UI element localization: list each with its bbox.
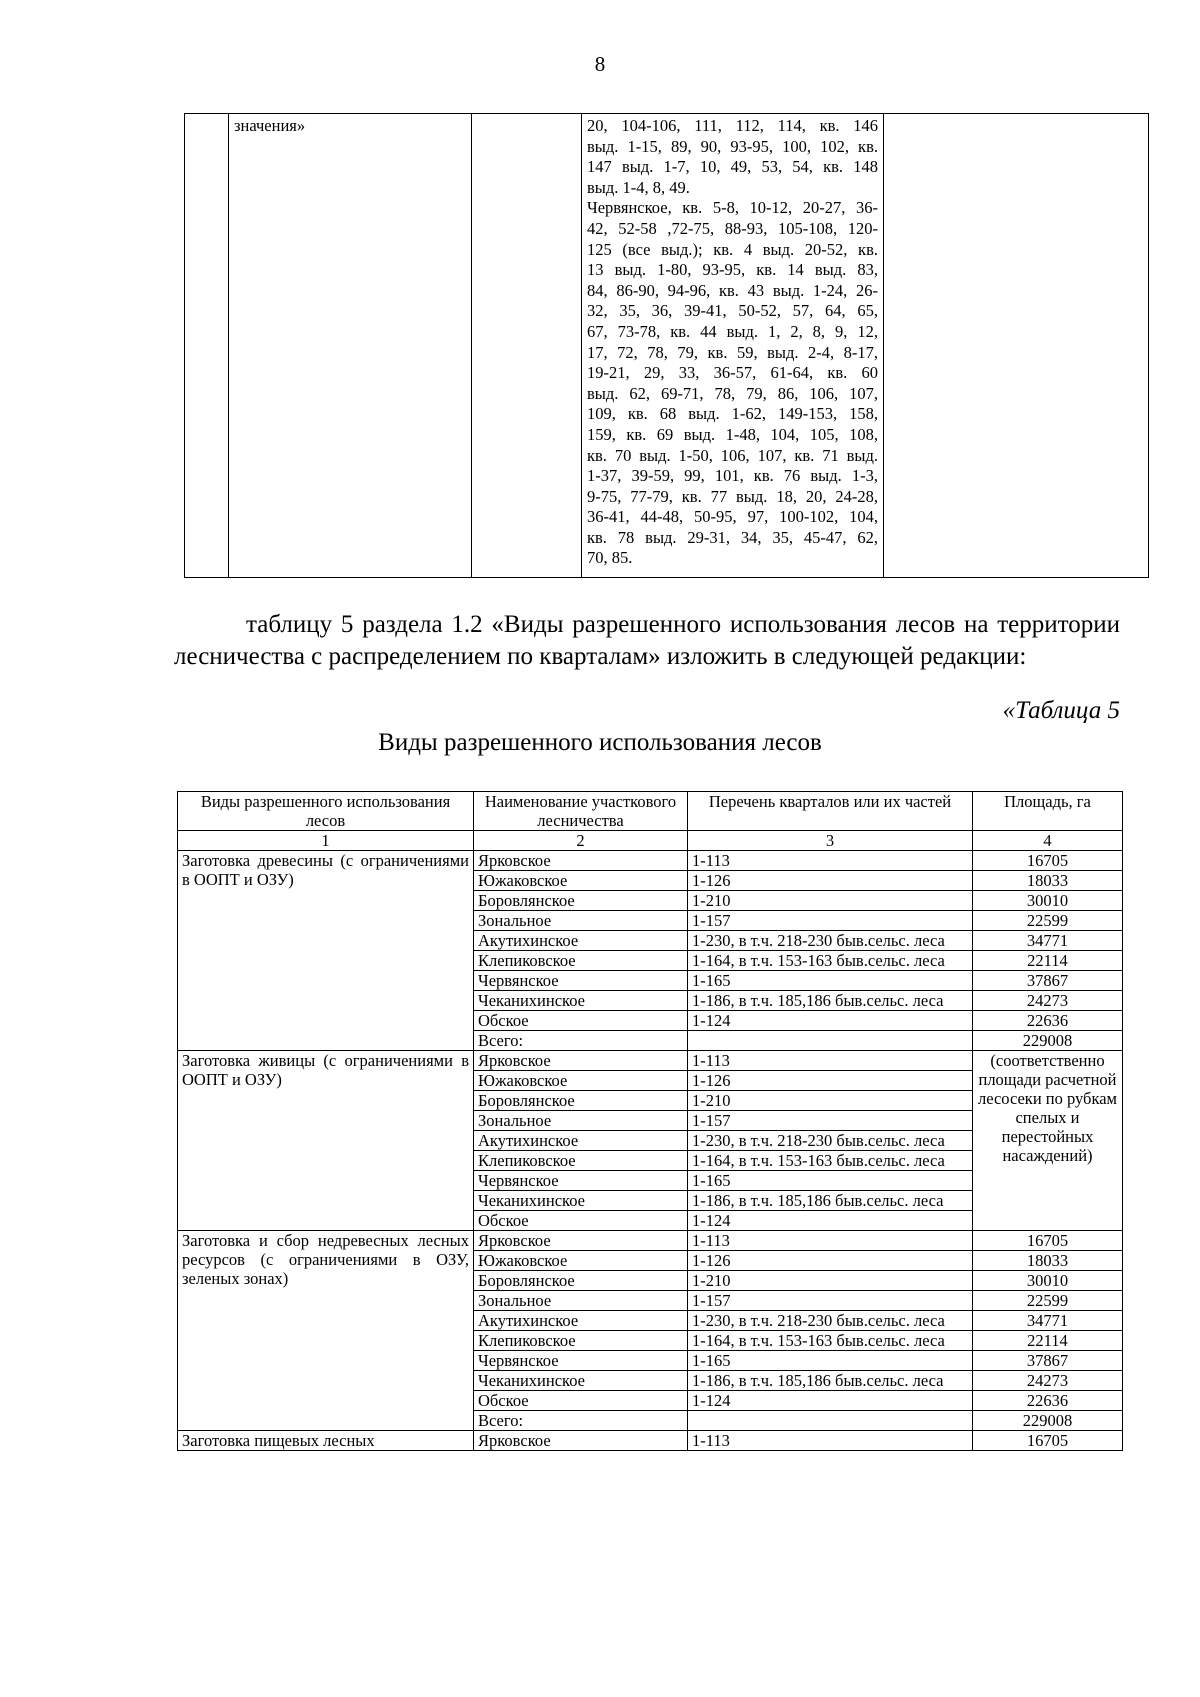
cont-quarters-line: 84, 86-90, 94-96, кв. 43 выд. 1-24, 26-: [587, 280, 878, 300]
area-cell: 22599: [973, 911, 1123, 931]
quarters-cell: 1-126: [688, 871, 973, 891]
area-cell: 18033: [973, 871, 1123, 891]
column-number-cell: 1: [178, 831, 474, 851]
area-cell: 16705: [973, 1231, 1123, 1251]
cont-cell-5: [884, 114, 1149, 578]
table-header-row: [178, 792, 1123, 831]
district-cell: Червянское: [474, 971, 688, 991]
district-cell: Всего:: [474, 1411, 688, 1431]
district-cell: Зональное: [474, 1291, 688, 1311]
area-cell: 16705: [973, 1431, 1123, 1451]
quarters-cell: 1-164, в т.ч. 153-163 быв.сельс. леса: [688, 951, 973, 971]
district-cell: Ярковское: [474, 1051, 688, 1071]
district-cell: Клепиковское: [474, 1151, 688, 1171]
quarters-cell: 1-157: [688, 1111, 973, 1131]
cont-quarters-line: 42, 52-58 ,72-75, 88-93, 105-108, 120-: [587, 218, 878, 238]
district-cell: Южаковское: [474, 1251, 688, 1271]
quarters-cell: 1-124: [688, 1391, 973, 1411]
district-cell: Обское: [474, 1391, 688, 1411]
quarters-cell: 1-165: [688, 971, 973, 991]
cont-quarters-line: 20, 104-106, 111, 112, 114, кв. 146: [587, 116, 878, 135]
area-cell: 30010: [973, 891, 1123, 911]
quarters-cell: 1-124: [688, 1011, 973, 1031]
cont-quarters-line: 1-37, 39-59, 99, 101, кв. 76 выд. 1-3,: [587, 466, 878, 486]
district-cell: Обское: [474, 1211, 688, 1231]
cont-quarters-line: 147 выд. 1-7, 10, 49, 53, 54, кв. 148: [587, 157, 878, 177]
table-row: [178, 1231, 1123, 1251]
cont-quarters-line: 13 выд. 1-80, 93-95, кв. 14 выд. 83,: [587, 260, 878, 280]
quarters-cell: 1-113: [688, 1231, 973, 1251]
quarters-cell: 1-113: [688, 1431, 973, 1451]
quarters-cell: 1-210: [688, 1091, 973, 1111]
district-cell: Зональное: [474, 1111, 688, 1131]
cont-quarters-line: 19-21, 29, 33, 36-57, 61-64, кв. 60: [587, 363, 878, 383]
header-cell: Виды разрешенного использования лесов: [178, 792, 474, 831]
quarters-cell: 1-126: [688, 1071, 973, 1091]
cont-quarters-line: 32, 35, 36, 39-41, 50-52, 57, 64, 65,: [587, 301, 878, 321]
cont-quarters-line: кв. 78 выд. 29-31, 34, 35, 45-47, 62,: [587, 527, 878, 547]
cont-quarters-line: 9-75, 77-79, кв. 77 выд. 18, 20, 24-28,: [587, 486, 878, 506]
district-cell: Акутихинское: [474, 1131, 688, 1151]
quarters-cell: 1-230, в т.ч. 218-230 быв.сельс. леса: [688, 931, 973, 951]
continuation-table: [184, 113, 1149, 578]
district-cell: Зональное: [474, 911, 688, 931]
area-cell: 22636: [973, 1391, 1123, 1411]
cont-quarters-line: 36-41, 44-48, 50-95, 97, 100-102, 104,: [587, 507, 878, 527]
area-cell: 16705: [973, 851, 1123, 871]
quarters-cell: 1-186, в т.ч. 185,186 быв.сельс. леса: [688, 1191, 973, 1211]
cont-quarters-line: 67, 73-78, кв. 44 выд. 1, 2, 8, 9, 12,: [587, 321, 878, 341]
quarters-cell: 1-186, в т.ч. 185,186 быв.сельс. леса: [688, 1371, 973, 1391]
quarters-cell: 1-186, в т.ч. 185,186 быв.сельс. леса: [688, 991, 973, 1011]
activity-cell: Заготовка пищевых лесных: [178, 1431, 474, 1451]
district-cell: Ярковское: [474, 1431, 688, 1451]
quarters-cell: 1-157: [688, 911, 973, 931]
quarters-cell: 1-124: [688, 1211, 973, 1231]
district-cell: Боровлянское: [474, 1271, 688, 1291]
area-cell: 34771: [973, 931, 1123, 951]
table-row: [178, 1431, 1123, 1451]
column-number-row: [178, 831, 1123, 851]
district-cell: Акутихинское: [474, 931, 688, 951]
activity-cell: Заготовка древесины (с ограничениями в ООПТ и ОЗУ): [178, 851, 474, 1051]
district-cell: Акутихинское: [474, 1311, 688, 1331]
cont-quarters-line: выд. 1-4, 8, 49.: [587, 177, 690, 197]
header-cell: Наименование участкового лесничества: [474, 792, 688, 831]
column-number-cell: 4: [973, 831, 1123, 851]
district-cell: Боровлянское: [474, 891, 688, 911]
quarters-cell: 1-165: [688, 1171, 973, 1191]
district-cell: Боровлянское: [474, 1091, 688, 1111]
district-cell: Обское: [474, 1011, 688, 1031]
area-cell: 229008: [973, 1411, 1123, 1431]
quarters-cell: [688, 1031, 973, 1051]
table-heading: Виды разрешенного использования лесов: [378, 729, 822, 756]
activity-cell: Заготовка и сбор недревесных лесных ресурсов (с ограничениями в ОЗУ, зеленых зонах): [178, 1231, 474, 1431]
quarters-cell: 1-230, в т.ч. 218-230 быв.сельс. леса: [688, 1311, 973, 1331]
area-cell: 22114: [973, 951, 1123, 971]
area-cell: 22599: [973, 1291, 1123, 1311]
cont-quarters-line: Червянское, кв. 5-8, 10-12, 20-27, 36-: [587, 198, 878, 218]
cont-quarters-line: 159, кв. 69 выд. 1-48, 104, 105, 108,: [587, 424, 878, 444]
area-cell: 24273: [973, 991, 1123, 1011]
quarters-cell: 1-164, в т.ч. 153-163 быв.сельс. леса: [688, 1151, 973, 1171]
forest-use-table-body: [178, 792, 1123, 1451]
table-row: [178, 851, 1123, 871]
quarters-cell: 1-113: [688, 851, 973, 871]
cont-quarters-lines: [587, 116, 878, 569]
area-cell: 229008: [973, 1031, 1123, 1051]
area-cell: 37867: [973, 1351, 1123, 1371]
area-cell: 34771: [973, 1311, 1123, 1331]
cont-quarters-line: выд. 62, 69-71, 78, 79, 86, 106, 107,: [587, 383, 878, 403]
area-cell: 24273: [973, 1371, 1123, 1391]
district-cell: Клепиковское: [474, 1331, 688, 1351]
cont-cell-quarters: [582, 114, 884, 578]
quarters-cell: 1-165: [688, 1351, 973, 1371]
table-row: [178, 1051, 1123, 1071]
quarters-cell: [688, 1411, 973, 1431]
activity-cell: Заготовка живицы (с ограничениями в ООПТ и ОЗУ): [178, 1051, 474, 1231]
cont-quarters-line: 70, 85.: [587, 548, 633, 568]
quarters-cell: 1-164, в т.ч. 153-163 быв.сельс. леса: [688, 1331, 973, 1351]
district-cell: Червянское: [474, 1351, 688, 1371]
header-cell: Перечень кварталов или их частей: [688, 792, 973, 831]
quarters-cell: 1-230, в т.ч. 218-230 быв.сельс. леса: [688, 1131, 973, 1151]
district-cell: Чеканихинское: [474, 1191, 688, 1211]
area-cell: 22114: [973, 1331, 1123, 1351]
area-cell: 30010: [973, 1271, 1123, 1291]
page-number: 8: [594, 52, 606, 76]
quarters-cell: 1-210: [688, 1271, 973, 1291]
area-note-cell: (соответственно площади расчетной лесосеки по рубкам спелых и перестойных насаждений): [973, 1051, 1123, 1231]
district-cell: Клепиковское: [474, 951, 688, 971]
area-cell: 37867: [973, 971, 1123, 991]
cont-cell-activity: значения»: [229, 114, 472, 578]
district-cell: Чеканихинское: [474, 991, 688, 1011]
district-cell: Червянское: [474, 1171, 688, 1191]
area-cell: 22636: [973, 1011, 1123, 1031]
table-caption: «Таблица 5: [1002, 697, 1120, 724]
column-number-cell: 2: [474, 831, 688, 851]
cont-cell-3: [472, 114, 582, 578]
cont-quarters-line: кв. 70 выд. 1-50, 106, 107, кв. 71 выд.: [587, 445, 878, 465]
forest-use-table: [177, 791, 1123, 1451]
header-cell: Площадь, га: [973, 792, 1123, 831]
cont-quarters-line: 125 (все выд.); кв. 4 выд. 20-52, кв.: [587, 239, 878, 259]
district-cell: Южаковское: [474, 1071, 688, 1091]
district-cell: Всего:: [474, 1031, 688, 1051]
cont-cell-1: [185, 114, 229, 578]
cont-quarters-line: 17, 72, 78, 79, кв. 59, выд. 2-4, 8-17,: [587, 342, 878, 362]
quarters-cell: 1-210: [688, 891, 973, 911]
quarters-cell: 1-126: [688, 1251, 973, 1271]
amendment-paragraph: таблицу 5 раздела 1.2 «Виды разрешенного использования лесов на территории лесничества с распределением по кварталам» изложить в следующей редакции:: [174, 611, 1120, 670]
cont-quarters-line: 109, кв. 68 выд. 1-62, 149-153, 158,: [587, 404, 878, 424]
district-cell: Ярковское: [474, 1231, 688, 1251]
cont-quarters-line: выд. 1-15, 89, 90, 93-95, 100, 102, кв.: [587, 136, 878, 156]
area-cell: 18033: [973, 1251, 1123, 1271]
district-cell: Чеканихинское: [474, 1371, 688, 1391]
district-cell: Южаковское: [474, 871, 688, 891]
column-number-cell: 3: [688, 831, 973, 851]
quarters-cell: 1-157: [688, 1291, 973, 1311]
quarters-cell: 1-113: [688, 1051, 973, 1071]
district-cell: Ярковское: [474, 851, 688, 871]
